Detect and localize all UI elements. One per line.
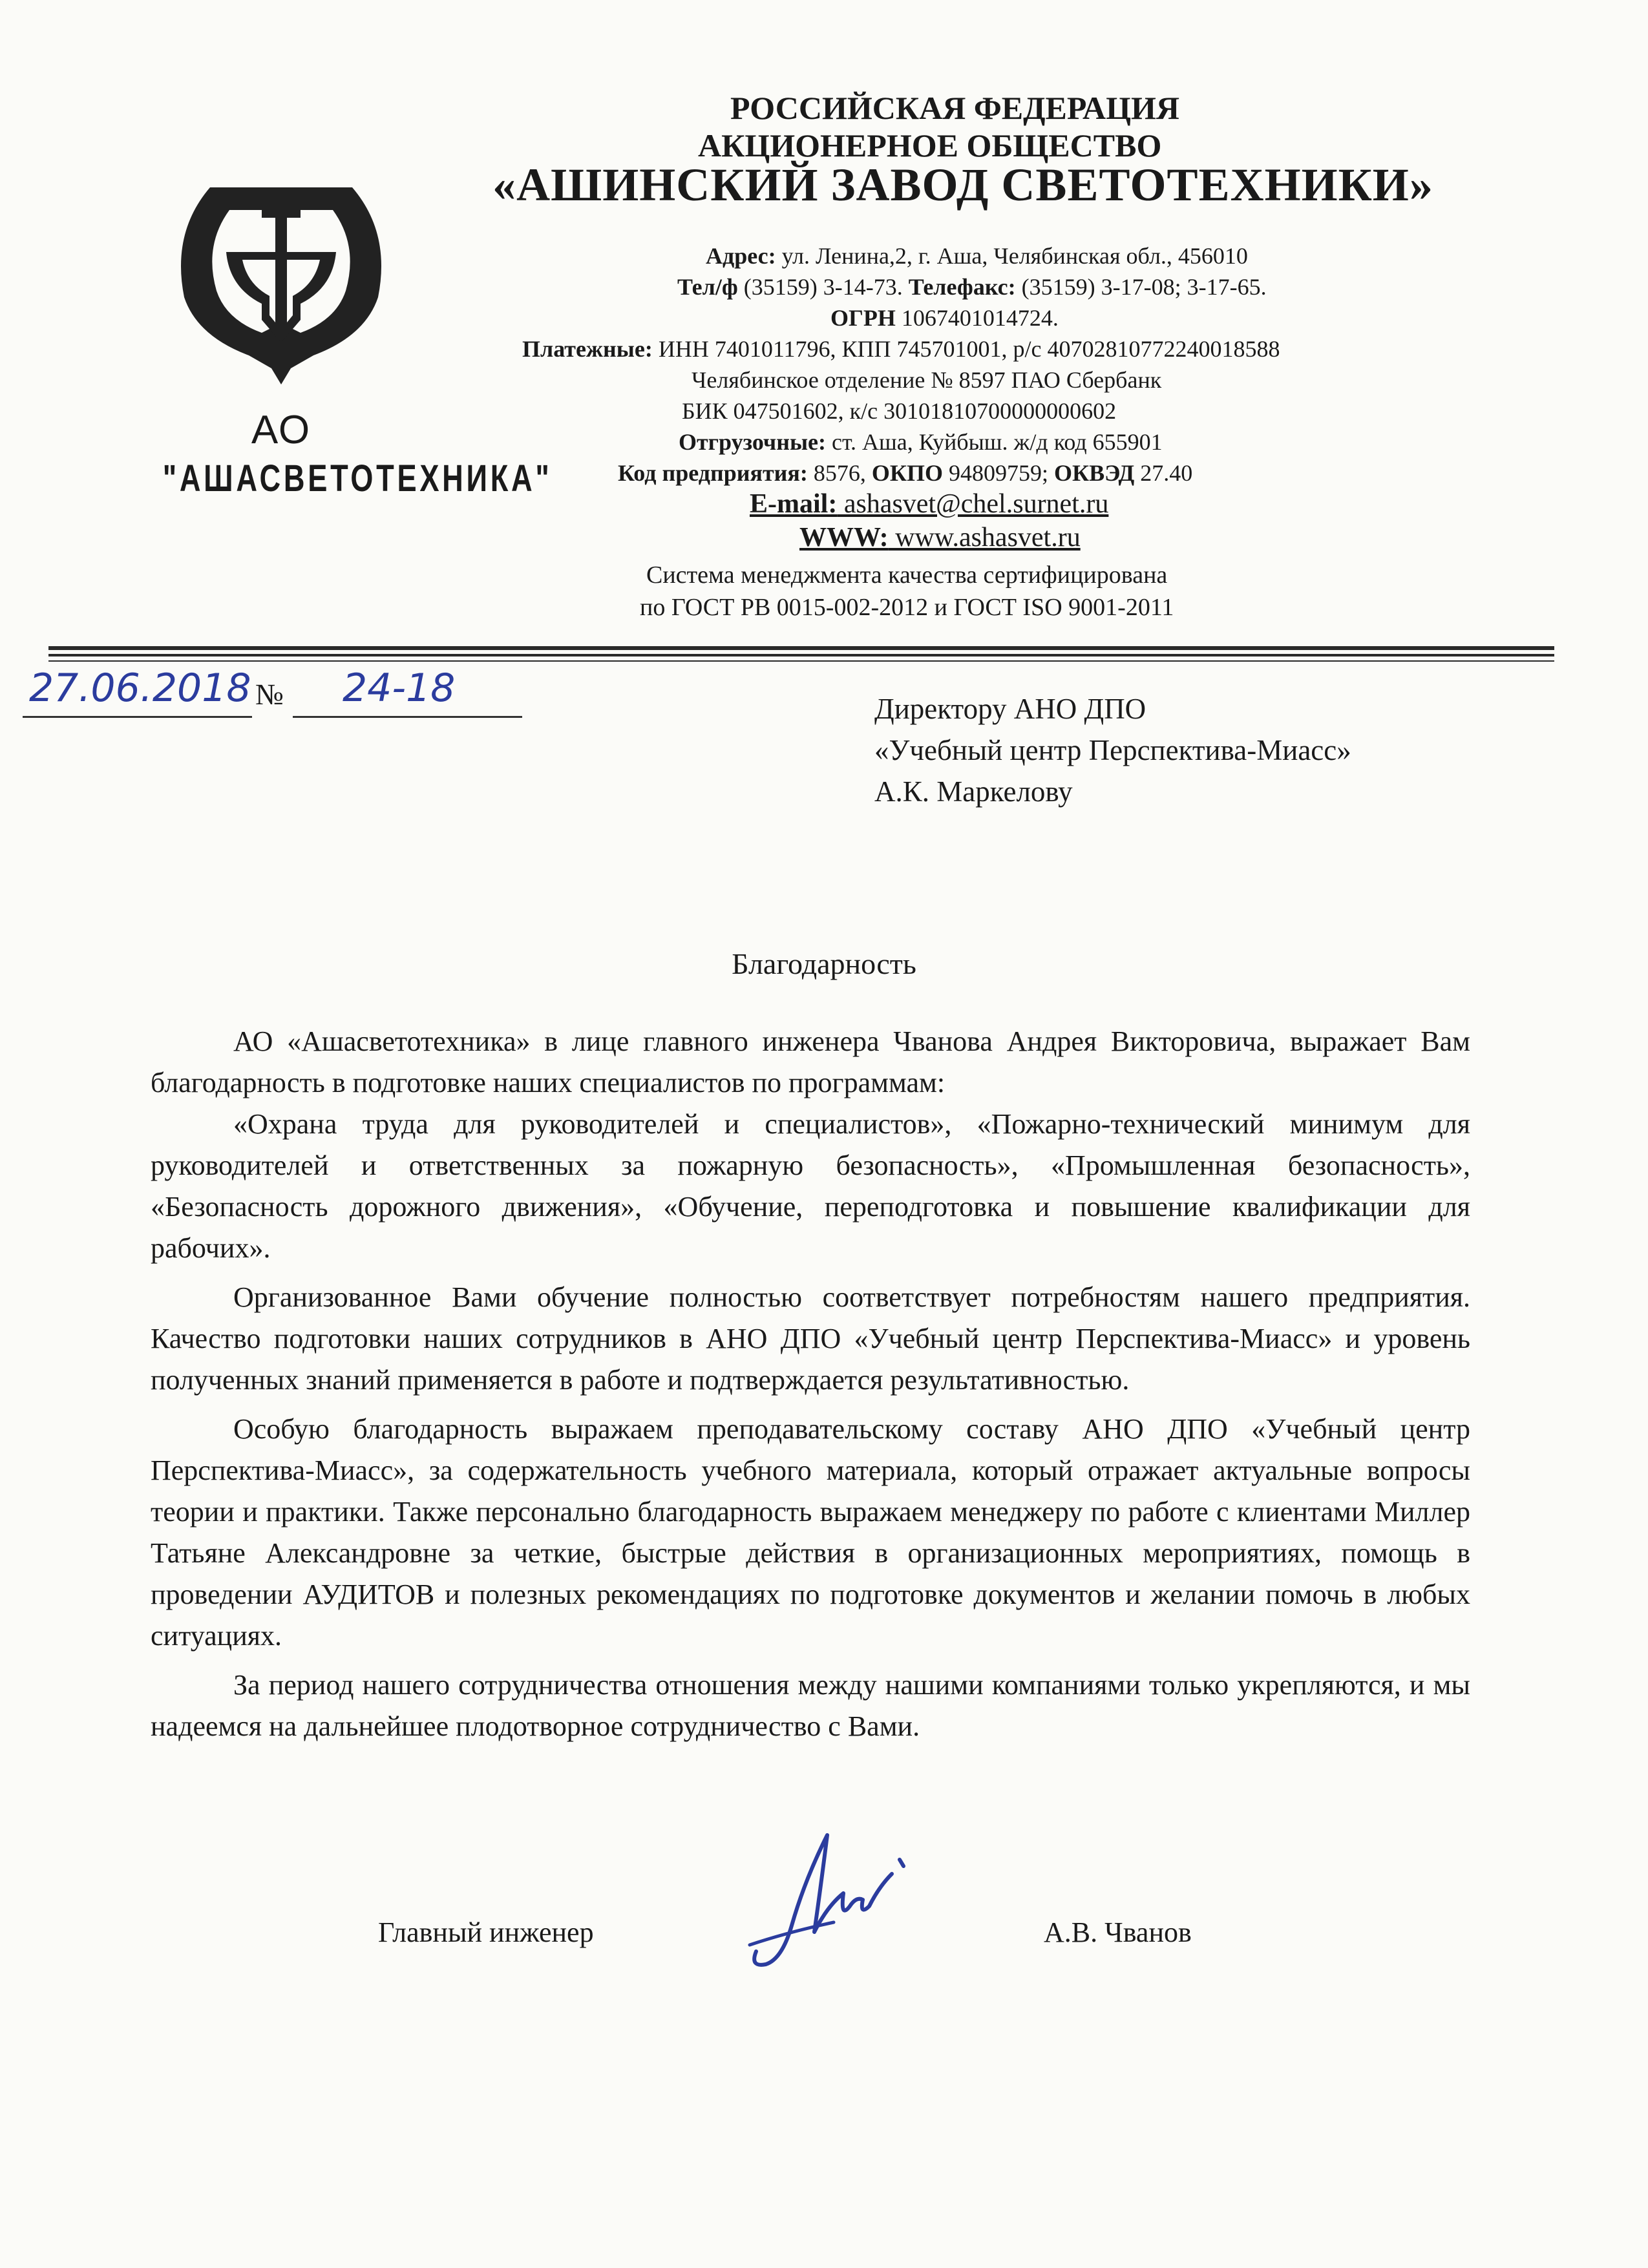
- contact-codes: [618, 457, 1192, 488]
- okpo-value: 94809759;: [942, 460, 1054, 486]
- tel-label: Тел/ф: [677, 274, 738, 300]
- header-divider-bottom: [48, 660, 1554, 662]
- fax-value: (35159) 3-17-08; 3-17-65.: [1015, 274, 1267, 300]
- fax-label: Телефакс:: [908, 274, 1016, 300]
- codes-label: Код предприятия:: [618, 460, 808, 486]
- tel-value: (35159) 3-14-73.: [737, 274, 909, 300]
- logo-ao-text: АО: [251, 408, 312, 452]
- contact-www: [799, 522, 1081, 553]
- body-paragraph: «Охрана труда для руководителей и специалистов», «Пожарно-технический минимум для руководителей и ответственных за пожарную безопасность», «Промышленная безопасность», «Безопасность дорожного движения», «Обучение, переподготовка и повышение квалификации для рабочих».: [151, 1108, 1470, 1264]
- recipient-line-3: А.К. Маркелову: [874, 775, 1073, 808]
- payment-value: ИНН 7401011796, КПП 745701001, р/с 40702810772240018588: [652, 336, 1280, 362]
- header-divider-middle: [48, 654, 1554, 656]
- okved-value: 27.40: [1134, 460, 1193, 486]
- handwritten-signature: [730, 1809, 924, 1977]
- letter-title: Благодарность: [732, 947, 916, 980]
- letter-body: [151, 1021, 1470, 1747]
- okpo-label: ОКПО: [871, 460, 943, 486]
- body-paragraph: За период нашего сотрудничества отношения между нашими компаниями только укрепляются, и мы надеемся на дальнейшее плодотворное сотрудничество с Вами.: [151, 1669, 1470, 1742]
- contact-payment: [522, 333, 1280, 364]
- ogrn-value: 1067401014724.: [895, 305, 1059, 331]
- qms-line-2: по ГОСТ РВ 0015-002-2012 и ГОСТ ISO 9001-2011: [640, 594, 1174, 621]
- www-label: WWW:: [799, 523, 889, 552]
- recipient-block: [874, 688, 1351, 812]
- recipient-line-1: Директору АНО ДПО: [874, 693, 1146, 725]
- date-underline: [23, 716, 252, 718]
- contact-bank: Челябинское отделение № 8597 ПАО Сбербанк: [692, 367, 1162, 393]
- address-value: ул. Ленина,2, г. Аша, Челябинская обл., 456010: [776, 243, 1248, 269]
- shipping-label: Отгрузочные:: [679, 429, 827, 455]
- factory-emblem-icon: [165, 174, 397, 388]
- recipient-line-2: «Учебный центр Перспектива-Миасс»: [874, 734, 1351, 766]
- shipping-value: ст. Аша, Куйбыш. ж/д код 655901: [826, 429, 1163, 455]
- company-logo: [129, 174, 553, 500]
- header-org-type: АКЦИОНЕРНОЕ ОБЩЕСТВО: [698, 127, 1162, 163]
- contact-shipping: [679, 426, 1163, 457]
- contact-email: [750, 488, 1108, 520]
- email-label: E-mail:: [750, 489, 838, 519]
- signatory-name: А.В. Чванов: [1044, 1916, 1192, 1948]
- number-sign: №: [255, 678, 284, 711]
- email-link[interactable]: ashasvet@chel.surnet.ru: [837, 489, 1109, 519]
- payment-label: Платежные:: [522, 336, 653, 362]
- contact-ogrn: [830, 302, 1059, 333]
- handwritten-date: 27.06.2018: [29, 666, 251, 711]
- okved-label: ОКВЭД: [1053, 460, 1135, 486]
- contact-phones: [677, 271, 1267, 302]
- handwritten-number: 24-18: [343, 666, 456, 711]
- contact-bik: БИК 047501602, к/с 30101810700000000602: [682, 398, 1117, 424]
- codes-value: 8576,: [807, 460, 872, 486]
- contact-address: [706, 240, 1248, 271]
- body-paragraph: АО «Ашасветотехника» в лице главного инженера Чванова Андрея Викторовича, выражает Вам благодарность в подготовке наших специалистов по программам:: [151, 1025, 1470, 1098]
- body-paragraph: Особую благодарность выражаем преподавательскому составу АНО ДПО «Учебный центр Перспектива-Миасс», за содержательность учебного материала, который отражает актуальные вопросы теории и практики. Также персонально благодарность выражаем менеджеру по работе с клиентами Миллер Татьяне Александровне за четкие, быстрые действия в организационных мероприятиях, помощь в проведении АУДИТОВ и полезных рекомендациях по подготовке документов и желании помочь в любых ситуациях.: [151, 1413, 1470, 1652]
- body-paragraph: Организованное Вами обучение полностью соответствует потребностям нашего предприятия. Качество подготовки наших сотрудников в АНО ДПО «Учебный центр Перспектива-Миасс» и уровень полученных знаний применяется в работе и подтверждается результативностью.: [151, 1281, 1470, 1396]
- header-plant-name: «АШИНСКИЙ ЗАВОД СВЕТОТЕХНИКИ»: [492, 159, 1433, 211]
- logo-company-name: "АШАСВЕТОТЕХНИКА": [162, 457, 553, 499]
- www-link[interactable]: www.ashasvet.ru: [888, 523, 1081, 552]
- number-underline: [293, 716, 522, 718]
- address-label: Адрес:: [706, 243, 776, 269]
- qms-line-1: Система менеджмента качества сертифицирована: [646, 562, 1168, 589]
- header-divider-top: [48, 646, 1554, 650]
- signatory-role: Главный инженер: [378, 1916, 594, 1948]
- ogrn-label: ОГРН: [830, 305, 896, 331]
- header-country: РОССИЙСКАЯ ФЕДЕРАЦИЯ: [730, 90, 1180, 126]
